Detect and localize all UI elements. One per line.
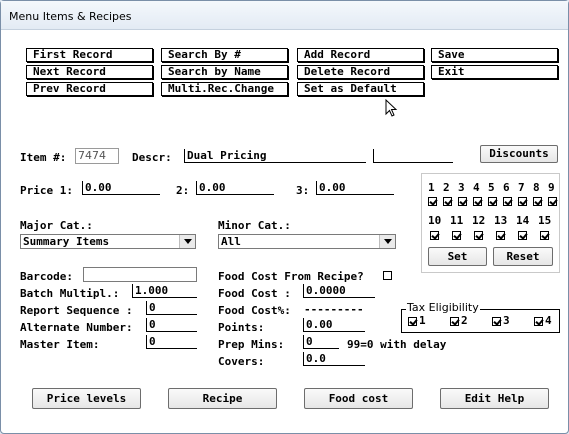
food-cost-field[interactable]: 0.0000: [303, 284, 375, 298]
prep-mins-note: 99=0 with delay: [347, 338, 447, 351]
day-13-checkbox[interactable]: [496, 231, 505, 240]
points-label: Points:: [218, 321, 265, 334]
add-record-button[interactable]: Add Record: [297, 48, 424, 62]
price-levels-button[interactable]: Price levels: [32, 388, 141, 409]
day-12-checkbox[interactable]: [474, 231, 483, 240]
tax-4-checkbox[interactable]: [534, 317, 543, 326]
tax-3-label: 3: [503, 314, 510, 327]
alternate-number-label: Alternate Number:: [20, 321, 133, 334]
day-11-checkbox[interactable]: [452, 231, 461, 240]
tax-1-checkbox[interactable]: [408, 317, 417, 326]
report-sequence-label: Report Sequence :: [20, 304, 133, 317]
tax-3-checkbox[interactable]: [492, 317, 501, 326]
chevron-down-icon: [179, 235, 195, 248]
save-button[interactable]: Save: [431, 48, 558, 62]
day-label-11: 11: [450, 214, 464, 227]
tax-4-label: 4: [545, 314, 552, 327]
day-5-checkbox[interactable]: [488, 197, 497, 206]
minor-category-value: All: [221, 235, 241, 248]
discounts-button[interactable]: Discounts: [480, 145, 558, 163]
day-8-checkbox[interactable]: [533, 197, 542, 206]
day-14-checkbox[interactable]: [518, 231, 527, 240]
prep-mins-label: Prep Mins:: [218, 338, 285, 351]
price-1-field[interactable]: 0.00: [82, 181, 160, 195]
day-label-2: 2: [443, 181, 450, 194]
edit-help-button[interactable]: Edit Help: [440, 388, 549, 409]
next-record-button[interactable]: Next Record: [26, 65, 153, 79]
title-bar: [1, 1, 568, 30]
tax-eligibility-legend: Tax Eligibility: [407, 301, 479, 314]
window-title: Menu Items & Recipes: [9, 10, 132, 23]
tax-2-checkbox[interactable]: [450, 317, 459, 326]
tax-2-label: 2: [461, 314, 468, 327]
batch-multiplier-field[interactable]: 1.000: [132, 284, 197, 298]
descr-field[interactable]: Dual Pricing: [184, 149, 366, 163]
days-panel: [421, 173, 560, 273]
descr-label: Descr:: [132, 151, 172, 164]
day-1-checkbox[interactable]: [428, 197, 437, 206]
chevron-down-icon: [379, 235, 395, 248]
major-category-select[interactable]: [20, 234, 196, 249]
barcode-field[interactable]: [83, 267, 197, 282]
major-category-value: Summary Items: [23, 235, 110, 248]
price-2-label: 2:: [176, 184, 190, 197]
day-label-7: 7: [518, 181, 525, 194]
mouse-cursor-icon: [385, 99, 399, 119]
day-6-checkbox[interactable]: [503, 197, 512, 206]
exit-button[interactable]: Exit: [431, 65, 558, 79]
reset-days-button[interactable]: Reset: [493, 247, 553, 266]
item-number-field[interactable]: 7474: [75, 148, 119, 164]
food-cost-percent-label: Food Cost%:: [218, 304, 291, 317]
day-7-checkbox[interactable]: [518, 197, 527, 206]
day-label-5: 5: [488, 181, 495, 194]
tax-1-label: 1: [419, 314, 426, 327]
alternate-number-field[interactable]: 0: [146, 318, 197, 332]
food-cost-from-recipe-checkbox[interactable]: [383, 271, 392, 280]
item-number-label: Item #:: [20, 151, 67, 164]
set-as-default-button[interactable]: Set as Default: [297, 82, 424, 96]
food-cost-button[interactable]: Food cost: [304, 388, 413, 409]
day-label-3: 3: [458, 181, 465, 194]
delete-record-button[interactable]: Delete Record: [297, 65, 424, 79]
barcode-label: Barcode:: [20, 270, 73, 283]
prep-mins-field[interactable]: 0: [303, 335, 339, 349]
prev-record-button[interactable]: Prev Record: [26, 82, 153, 96]
food-cost-from-recipe-label: Food Cost From Recipe?: [218, 270, 364, 283]
day-label-8: 8: [533, 181, 540, 194]
tax-eligibility-group: [401, 301, 560, 333]
day-label-14: 14: [516, 214, 530, 227]
day-2-checkbox[interactable]: [443, 197, 452, 206]
day-10-checkbox[interactable]: [430, 231, 439, 240]
descr-secondary-field[interactable]: [373, 149, 453, 163]
day-label-12: 12: [472, 214, 486, 227]
day-label-4: 4: [473, 181, 480, 194]
day-label-13: 13: [494, 214, 508, 227]
day-15-checkbox[interactable]: [540, 231, 549, 240]
first-record-button[interactable]: First Record: [26, 48, 153, 62]
price-3-label: 3:: [296, 184, 310, 197]
minor-category-select[interactable]: [218, 234, 396, 249]
price-3-field[interactable]: 0.00: [316, 181, 394, 195]
search-by-name-button[interactable]: Search by Name: [161, 65, 288, 79]
day-4-checkbox[interactable]: [473, 197, 482, 206]
day-label-9: 9: [548, 181, 555, 194]
food-cost-percent-value: ---------: [304, 303, 364, 316]
day-label-1: 1: [428, 181, 435, 194]
master-item-label: Master Item:: [20, 338, 100, 351]
search-by-number-button[interactable]: Search By #: [161, 48, 288, 62]
day-label-15: 15: [538, 214, 552, 227]
set-days-button[interactable]: Set: [428, 247, 487, 266]
day-label-10: 10: [428, 214, 442, 227]
major-category-label: Major Cat.:: [20, 219, 93, 232]
points-field[interactable]: 0.00: [303, 318, 365, 332]
day-3-checkbox[interactable]: [458, 197, 467, 206]
master-item-field[interactable]: 0: [146, 335, 197, 349]
price-2-field[interactable]: 0.00: [196, 181, 274, 195]
food-cost-label: Food Cost :: [218, 287, 291, 300]
recipe-button[interactable]: Recipe: [168, 388, 277, 409]
covers-field[interactable]: 0.0: [303, 352, 365, 366]
covers-label: Covers:: [218, 355, 265, 368]
minor-category-label: Minor Cat.:: [218, 219, 291, 232]
report-sequence-field[interactable]: 0: [146, 301, 197, 315]
day-label-6: 6: [503, 181, 510, 194]
price-1-label: Price 1:: [20, 184, 73, 197]
multi-record-change-button[interactable]: Multi.Rec.Change: [161, 82, 288, 96]
batch-multiplier-label: Batch Multipl.:: [20, 287, 120, 300]
day-9-checkbox[interactable]: [548, 197, 557, 206]
